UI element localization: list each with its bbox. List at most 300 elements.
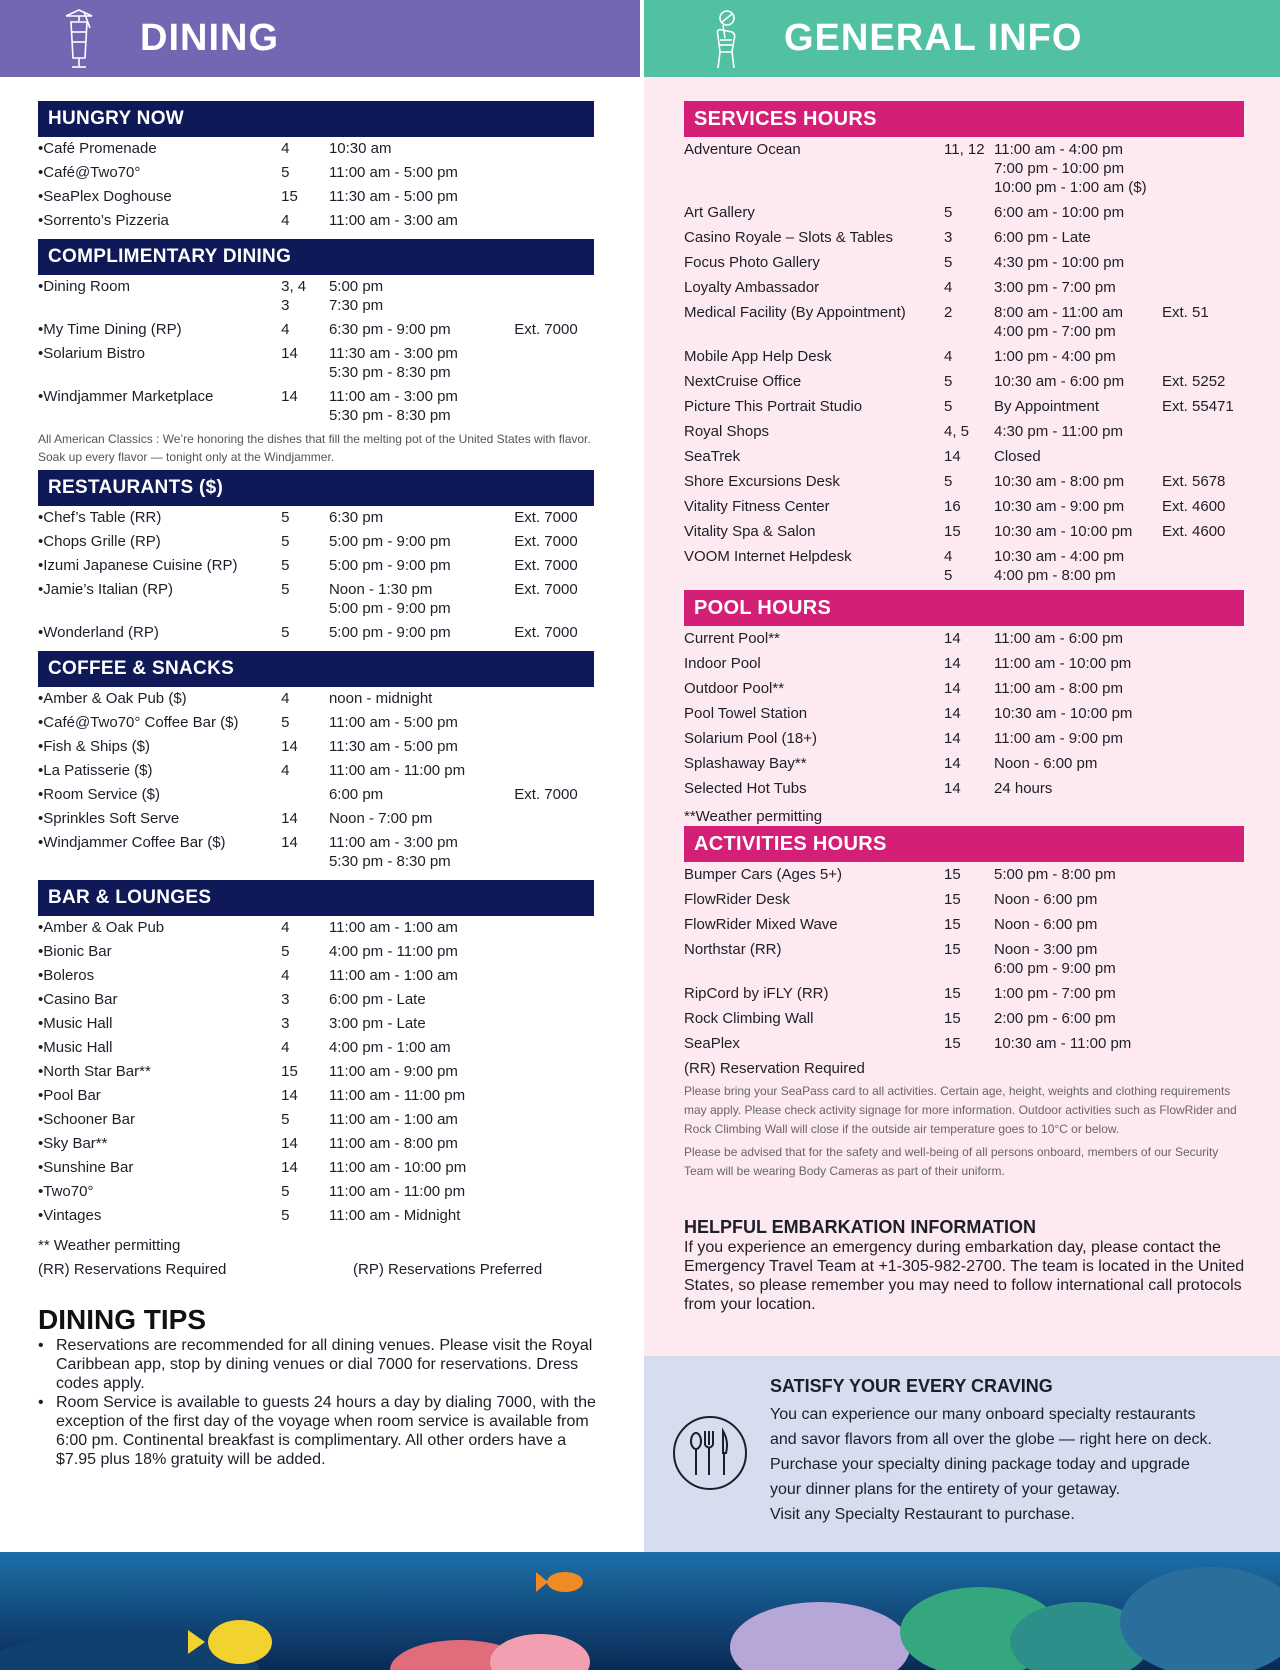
- deck-number: [281, 1110, 329, 1129]
- table-row: [38, 831, 594, 874]
- extension: [1162, 253, 1244, 272]
- deck-number: [281, 532, 329, 551]
- deck-value: 3: [281, 1015, 290, 1032]
- restaurants-title: RESTAURANTS ($): [38, 470, 594, 506]
- dining-header: [0, 0, 640, 77]
- table-row: [38, 759, 594, 783]
- venue-name: • Music Hall: [38, 1038, 281, 1057]
- deck-value: 14: [944, 680, 961, 697]
- deck-number: [281, 1038, 329, 1057]
- extension: [1162, 278, 1244, 297]
- deck-value: 15: [281, 188, 298, 205]
- hours: [994, 228, 1162, 247]
- table-row: [684, 225, 1244, 250]
- hungry-now-section: [38, 101, 594, 233]
- hours: [329, 809, 514, 828]
- hours-value: 8:00 am - 11:00 am: [994, 304, 1123, 321]
- deck-number: [281, 187, 329, 206]
- deck-number: [281, 1158, 329, 1177]
- hours: [329, 713, 514, 732]
- extension: [514, 761, 594, 780]
- hours-value: 5:00 pm - 8:00 pm: [994, 866, 1116, 883]
- pool-title: POOL HOURS: [684, 590, 1244, 626]
- deck-value: 15: [944, 916, 961, 933]
- deck-number: [281, 1206, 329, 1225]
- extension: [514, 809, 594, 828]
- deck-number: [281, 277, 329, 315]
- hours-value: 11:30 am - 5:00 pm: [328, 188, 458, 205]
- hours: [329, 556, 514, 575]
- venue-name: • My Time Dining (RP): [38, 320, 281, 339]
- hours: [994, 915, 1162, 934]
- hours-value: Closed: [994, 448, 1041, 465]
- extension: Ext. 7000: [514, 533, 578, 550]
- hours-value: noon - midnight: [328, 690, 433, 707]
- hours: [329, 387, 514, 425]
- hours-value: 10:30 am - 11:00 pm: [994, 1035, 1132, 1052]
- venue-name: Vitality Fitness Center: [684, 498, 830, 515]
- venue-name: Pool Towel Station: [684, 705, 808, 722]
- deck-value: 15: [944, 1035, 961, 1052]
- bars-list: [38, 916, 594, 1228]
- deck-value: 15: [944, 941, 961, 958]
- extension: [1162, 447, 1244, 466]
- extension: [514, 1182, 594, 1201]
- deck-value: 4: [281, 919, 290, 936]
- table-row: [38, 185, 594, 209]
- venue-name: Mobile App Help Desk: [684, 348, 832, 365]
- venue-name: • Music Hall: [38, 1014, 281, 1033]
- promo-title: SATISFY YOUR EVERY CRAVING: [770, 1376, 1053, 1396]
- activities-rr-note: (RR) Reservation Required: [684, 1060, 865, 1077]
- hours: [994, 347, 1162, 366]
- extension: [514, 163, 594, 182]
- table-row: [684, 862, 1244, 887]
- hours-value: 10:30 am - 10:00 pm: [994, 523, 1133, 540]
- extension: [514, 1062, 594, 1081]
- extension: [1162, 984, 1244, 1003]
- hours-value: 11:00 am - 3:00 am: [328, 212, 458, 229]
- table-row: [38, 1084, 594, 1108]
- deck-value: 5: [281, 581, 290, 598]
- deck-value: 5: [944, 373, 953, 390]
- deck-number: [281, 1086, 329, 1105]
- venue-name: • Amber & Oak Pub: [38, 918, 281, 937]
- venue-name: Royal Shops: [684, 423, 770, 440]
- extension: [1162, 347, 1244, 366]
- venue-name: Rock Climbing Wall: [684, 1010, 814, 1027]
- extension: [514, 1134, 594, 1153]
- hours-value: Noon - 3:00 pm: [994, 941, 1098, 958]
- deck-number: [944, 679, 994, 698]
- venue-name: Selected Hot Tubs: [684, 780, 807, 797]
- hours: [994, 472, 1162, 491]
- hours-value: 10:30 am - 10:00 pm: [994, 705, 1133, 722]
- hours: [329, 1110, 514, 1129]
- deck-value: 14: [281, 738, 298, 755]
- hours-value: 6:00 pm - Late: [328, 991, 426, 1008]
- dining-tips-list: [38, 1336, 608, 1469]
- venue-name: Picture This Portrait Studio: [684, 398, 863, 415]
- extension: [1162, 422, 1244, 441]
- extension: [514, 942, 594, 961]
- hours-value: 24 hours: [994, 780, 1053, 797]
- hours: [994, 547, 1162, 585]
- hours-value: 6:00 pm: [328, 786, 384, 803]
- activities-note: Please bring your SeaPass card to all activities. Certain age, height, weights and clothing requirements may apply. Please check activity signage for more information. Outdoor activities such as FlowRider and Rock Climbing Wall will close if the outside air temperature goes to 10°C or below.: [684, 1084, 1237, 1136]
- deck-value: 15: [281, 1063, 298, 1080]
- services-title: SERVICES HOURS: [684, 101, 1244, 137]
- extension: [514, 966, 594, 985]
- table-row: [38, 1204, 594, 1228]
- pool-weather-note: **Weather permitting: [684, 808, 823, 825]
- general-info-title: GENERAL INFO: [784, 17, 1083, 59]
- table-row: [684, 937, 1244, 981]
- coffee-section: [38, 651, 594, 874]
- hours: [329, 1134, 514, 1153]
- extension: [514, 918, 594, 937]
- table-row: [38, 342, 594, 385]
- venue-name: • Sunshine Bar: [38, 1158, 281, 1177]
- deck-value: 15: [944, 1010, 961, 1027]
- deck-value: 4: [281, 140, 290, 157]
- rp-note: (RP) Reservations Preferred: [353, 1261, 543, 1278]
- deck-number: [944, 865, 994, 884]
- extension: [1162, 629, 1244, 648]
- deck-number: [281, 623, 329, 642]
- extension: [1162, 1009, 1244, 1028]
- deck-value: 15: [944, 523, 961, 540]
- hours-value: 3:00 pm - Late: [328, 1015, 426, 1032]
- deck-value: 5: [281, 533, 290, 550]
- deck-number: [944, 779, 994, 798]
- table-row: [38, 807, 594, 831]
- extension: Ext. 7000: [514, 321, 578, 338]
- deck-number: [281, 211, 329, 230]
- extension: [1162, 228, 1244, 247]
- table-row: [684, 912, 1244, 937]
- deck-number: [281, 1182, 329, 1201]
- table-row: [38, 621, 594, 645]
- deck-number: [944, 397, 994, 416]
- venue-name: SeaTrek: [684, 448, 741, 465]
- general-info-column: [644, 0, 1280, 1552]
- bars-title: BAR & LOUNGES: [38, 880, 594, 916]
- hours-value: 10:00 pm - 1:00 am ($): [994, 179, 1147, 196]
- venue-name: • Vintages: [38, 1206, 281, 1225]
- hours: [329, 990, 514, 1009]
- services-list: [684, 137, 1244, 588]
- hours: [329, 942, 514, 961]
- hours-value: Noon - 6:00 pm: [994, 755, 1098, 772]
- deck-value: 5: [281, 557, 290, 574]
- hours: [994, 422, 1162, 441]
- table-row: [684, 676, 1244, 701]
- hours-value: 3:00 pm - 7:00 pm: [994, 279, 1116, 296]
- extension: [1162, 779, 1244, 798]
- venue-name: • Pool Bar: [38, 1086, 281, 1105]
- table-row: [684, 726, 1244, 751]
- deck-number: [281, 737, 329, 756]
- deck-value: 5: [281, 1111, 290, 1128]
- extension: [514, 1014, 594, 1033]
- deck-value: 5: [944, 398, 953, 415]
- extension: [514, 1086, 594, 1105]
- deck-number: [281, 508, 329, 527]
- deck-number: [281, 809, 329, 828]
- table-row: [38, 137, 594, 161]
- extension: [1162, 940, 1244, 978]
- promo-line: your dinner plans for the entirety of your getaway.: [770, 1481, 1121, 1498]
- extension: [1162, 754, 1244, 773]
- hours-value: Noon - 1:30 pm: [328, 581, 433, 598]
- venue-name: • Sprinkles Soft Serve: [38, 809, 281, 828]
- deck-number: [281, 1062, 329, 1081]
- hours: [994, 890, 1162, 909]
- deck-number: [281, 918, 329, 937]
- deck-value: 5: [944, 204, 953, 221]
- deck-number: [944, 754, 994, 773]
- deck-value: 5: [944, 567, 953, 584]
- reef-banner-image: [0, 1552, 1280, 1670]
- hours-value: 11:00 am - 1:00 am: [328, 967, 458, 984]
- hours: [329, 344, 514, 382]
- hours-value: 5:30 pm - 8:30 pm: [328, 364, 451, 381]
- extension: [514, 139, 594, 158]
- deck-number: [281, 785, 329, 804]
- hours: [329, 320, 514, 339]
- table-row: [38, 916, 594, 940]
- deck-value: 4: [281, 212, 290, 229]
- general-info-header: [644, 0, 1280, 77]
- hours-value: 11:00 am - 10:00 pm: [994, 655, 1132, 672]
- hours: [329, 163, 514, 182]
- dining-column: [0, 0, 640, 1552]
- hours-value: Noon - 6:00 pm: [994, 916, 1098, 933]
- table-row: [38, 1036, 594, 1060]
- venue-name: Bumper Cars (Ages 5+): [684, 866, 842, 883]
- hours: [994, 865, 1162, 884]
- hours: [994, 278, 1162, 297]
- deck-number: [281, 320, 329, 339]
- table-row: [38, 1180, 594, 1204]
- hours-value: 11:00 am - 1:00 am: [328, 1111, 458, 1128]
- deck-value: 2: [944, 304, 953, 321]
- deck-value: 5: [281, 1207, 290, 1224]
- hours: [329, 689, 514, 708]
- table-row: [38, 578, 594, 621]
- deck-value: 16: [944, 498, 961, 515]
- venue-name: Splashaway Bay**: [684, 755, 807, 772]
- hungry-now-list: [38, 137, 594, 233]
- hours-value: 4:00 pm - 1:00 am: [328, 1039, 451, 1056]
- extension: Ext. 7000: [514, 786, 578, 803]
- hours-value: 5:30 pm - 8:30 pm: [328, 853, 451, 870]
- hours: [329, 737, 514, 756]
- deck-number: [944, 253, 994, 272]
- deck-number: [281, 966, 329, 985]
- hours: [329, 508, 514, 527]
- deck-value: 5: [281, 624, 290, 641]
- deck-number: [944, 422, 994, 441]
- deck-value: 5: [281, 509, 290, 526]
- deck-value: 5: [281, 943, 290, 960]
- deck-value: 3: [944, 229, 953, 246]
- activities-title: ACTIVITIES HOURS: [684, 826, 1244, 862]
- deck-value: 5: [944, 473, 953, 490]
- table-row: [38, 318, 594, 342]
- table-row: [684, 519, 1244, 544]
- venue-name: Outdoor Pool**: [684, 680, 785, 697]
- extension: [514, 737, 594, 756]
- deck-number: [944, 372, 994, 391]
- hours-value: 11:00 am - 4:00 pm: [994, 141, 1123, 158]
- hours: [329, 532, 514, 551]
- table-row: [684, 369, 1244, 394]
- table-row: [38, 1132, 594, 1156]
- hours-value: 11:00 am - 3:00 pm: [328, 834, 458, 851]
- hours-value: 7:30 pm: [328, 297, 384, 314]
- hours-value: 6:30 pm: [328, 509, 384, 526]
- table-row: [38, 1060, 594, 1084]
- venue-name: • Two70°: [38, 1182, 281, 1201]
- dining-tip: • Reservations are recommended for all dining venues. Please visit the Royal Caribbean app, stop by dining venues or dial 7000 for reservations. Dress codes apply.: [38, 1336, 608, 1393]
- hours: [329, 1206, 514, 1225]
- hours: [994, 629, 1162, 648]
- hours: [994, 940, 1162, 978]
- hours-value: 4:00 pm - 11:00 pm: [328, 943, 458, 960]
- extension: [1162, 729, 1244, 748]
- fork-knife-spoon-icon: [672, 1415, 748, 1491]
- hours-value: 5:00 pm - 9:00 pm: [328, 600, 451, 617]
- deck-number: [281, 1134, 329, 1153]
- cocktail-glass-icon: [62, 8, 96, 70]
- promo-line: and savor flavors from all over the globe — right here on deck.: [770, 1431, 1212, 1448]
- hours: [329, 1014, 514, 1033]
- extension: [1162, 915, 1244, 934]
- deck-value: 4: [281, 762, 290, 779]
- rr-note: (RR) Reservations Required: [38, 1261, 227, 1278]
- deck-value: 4: [944, 548, 953, 565]
- venue-name: • Chops Grille (RP): [38, 532, 281, 551]
- table-row: [38, 1012, 594, 1036]
- complimentary-note: All American Classics : We’re honoring the dishes that fill the melting pot of the United States with flavor. Soak up every flavor — tonight only at the Windjammer.: [38, 432, 591, 464]
- venue-name: • Room Service ($): [38, 785, 281, 804]
- venue-name: Casino Royale – Slots & Tables: [684, 229, 894, 246]
- deck-value: 4: [944, 279, 953, 296]
- deck-number: [944, 915, 994, 934]
- venue-name: • Windjammer Coffee Bar ($): [38, 833, 281, 871]
- hours-value: 4:30 pm - 11:00 pm: [994, 423, 1123, 440]
- extension: [514, 211, 594, 230]
- venue-name: Solarium Pool (18+): [684, 730, 817, 747]
- table-row: [684, 419, 1244, 444]
- hours-value: 2:00 pm - 6:00 pm: [994, 1010, 1116, 1027]
- extension: Ext. 4600: [1162, 523, 1226, 540]
- promo-line: You can experience our many onboard specialty restaurants: [770, 1406, 1196, 1423]
- hours: [329, 785, 514, 804]
- deck-value: 4: [281, 690, 290, 707]
- microphone-hand-icon: [710, 8, 740, 70]
- hours-value: 10:30 am - 9:00 pm: [994, 498, 1125, 515]
- extension: [514, 1158, 594, 1177]
- venue-name: FlowRider Desk: [684, 891, 790, 908]
- deck-value: 15: [944, 985, 961, 1002]
- hours: [994, 754, 1162, 773]
- table-row: [684, 651, 1244, 676]
- activities-section: [684, 826, 1244, 1181]
- table-row: [684, 275, 1244, 300]
- bars-section: [38, 880, 594, 1228]
- venue-name: Art Gallery: [684, 204, 755, 221]
- dining-footnotes: [38, 1234, 598, 1282]
- deck-value: 14: [944, 705, 961, 722]
- table-row: [684, 494, 1244, 519]
- extension: [514, 277, 594, 315]
- hours: [994, 303, 1162, 341]
- table-row: [38, 735, 594, 759]
- deck-number: [281, 689, 329, 708]
- venue-name: • Dining Room: [38, 277, 281, 315]
- deck-number: [944, 472, 994, 491]
- table-row: [684, 250, 1244, 275]
- deck-value: 14: [944, 655, 961, 672]
- deck-number: [944, 547, 994, 585]
- deck-number: [281, 1014, 329, 1033]
- venue-name: Indoor Pool: [684, 655, 761, 672]
- hours: [994, 497, 1162, 516]
- deck-number: [944, 940, 994, 978]
- extension: Ext. 4600: [1162, 498, 1226, 515]
- deck-number: [281, 990, 329, 1009]
- venue-name: Adventure Ocean: [684, 141, 801, 158]
- hours: [994, 679, 1162, 698]
- deck-number: [281, 580, 329, 618]
- deck-value: 14: [944, 630, 961, 647]
- deck-number: [944, 522, 994, 541]
- table-row: [38, 711, 594, 735]
- extension: [1162, 140, 1244, 197]
- deck-number: [944, 704, 994, 723]
- hours-value: 10:30 am: [328, 140, 392, 157]
- table-row: [38, 530, 594, 554]
- hours-value: 11:00 am - 5:00 pm: [328, 164, 458, 181]
- hours-value: Noon - 6:00 pm: [994, 891, 1098, 908]
- hours-value: 1:00 pm - 4:00 pm: [994, 348, 1116, 365]
- extension: [1162, 1034, 1244, 1053]
- deck-value: 14: [281, 1159, 298, 1176]
- hours-value: 11:00 am - 11:00 pm: [328, 1183, 466, 1200]
- deck-value: 15: [944, 866, 961, 883]
- pool-list: [684, 626, 1244, 801]
- table-row: [38, 275, 594, 318]
- table-row: [38, 1108, 594, 1132]
- deck-number: [281, 163, 329, 182]
- deck-value: 14: [281, 1087, 298, 1104]
- venue-name: • SeaPlex Doghouse: [38, 187, 281, 206]
- reef-illustration: [0, 1552, 1280, 1670]
- extension: Ext. 55471: [1162, 398, 1234, 415]
- table-row: [684, 394, 1244, 419]
- hours: [329, 1158, 514, 1177]
- table-row: [38, 161, 594, 185]
- hours-value: 1:00 pm - 7:00 pm: [994, 985, 1116, 1002]
- hours-value: 11:00 am - 3:00 pm: [328, 388, 458, 405]
- venue-name: SeaPlex: [684, 1035, 740, 1052]
- venue-name: • Café Promenade: [38, 139, 281, 158]
- restaurants-list: [38, 506, 594, 645]
- deck-number: [944, 890, 994, 909]
